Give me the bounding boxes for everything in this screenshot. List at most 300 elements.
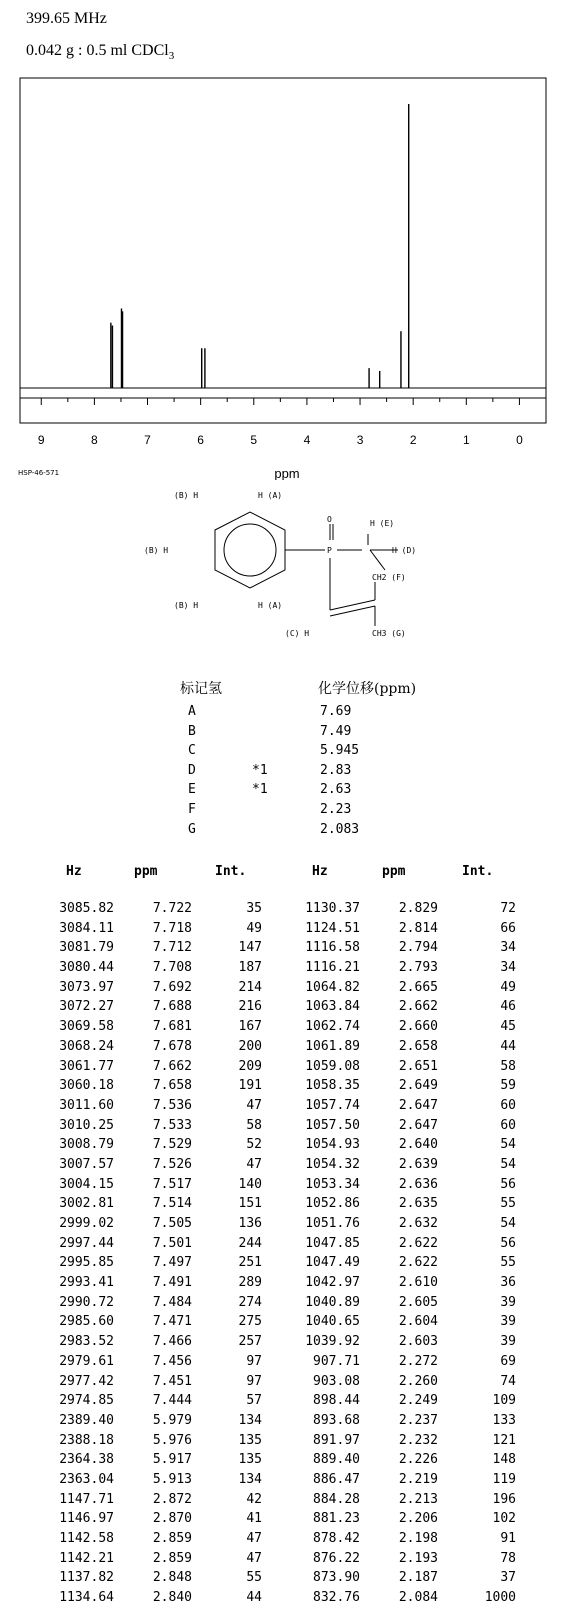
peak-ppm: 2.603: [398, 1334, 438, 1350]
peak-int: 74: [500, 1373, 516, 1389]
assignment-row: [180, 704, 440, 724]
label-h-a-top: H (A): [258, 491, 283, 500]
peak-ppm: 5.917: [152, 1452, 192, 1468]
table-row: [30, 1314, 550, 1334]
peak-int: 97: [246, 1353, 262, 1369]
peak-hz: 1130.37: [305, 901, 360, 916]
peak-hz: 1054.32: [305, 1156, 360, 1172]
assignment-shift: 2.63: [320, 782, 352, 798]
peak-hz: 2979.61: [59, 1353, 114, 1369]
assignment-row: [180, 743, 440, 763]
peak-hz: 2985.60: [59, 1314, 114, 1330]
peak-hz: 2983.52: [59, 1334, 114, 1350]
peak-ppm: 2.872: [152, 1491, 192, 1507]
peak-ppm: 2.604: [398, 1314, 438, 1330]
peak-int: 39: [500, 1294, 516, 1310]
table-row: [30, 960, 550, 980]
peak-int: 244: [238, 1235, 262, 1251]
table-row: [30, 1236, 550, 1256]
table-row: [30, 1551, 550, 1571]
label-h-e: H (E): [370, 519, 395, 528]
molecule-structure: [130, 490, 450, 660]
peak-ppm: 7.529: [152, 1137, 192, 1153]
peak-ppm: 2.206: [398, 1511, 438, 1527]
peak-ppm: 7.526: [152, 1156, 192, 1172]
peak-int: 55: [500, 1255, 516, 1271]
peak-int: 34: [500, 940, 516, 956]
assignment-label: F: [188, 801, 196, 817]
peak-hz: 2999.02: [59, 1216, 114, 1231]
label-phosphorus: P: [327, 546, 332, 555]
table-row: [30, 1275, 550, 1295]
peak-ppm: 5.979: [152, 1412, 192, 1428]
aromatic-circle: [224, 524, 276, 576]
peak-int: 58: [246, 1117, 262, 1133]
peak-int: 196: [492, 1491, 516, 1507]
peak-ppm: 7.688: [152, 999, 192, 1015]
peak-hz: 1147.71: [59, 1491, 114, 1507]
label-h-b-bot: (B) H: [174, 601, 199, 610]
peak-hz: 3002.81: [59, 1196, 114, 1212]
peak-ppm: 7.514: [152, 1196, 192, 1212]
assignment-row: [180, 802, 440, 822]
peak-int: 42: [246, 1491, 262, 1507]
peak-ppm: 2.219: [398, 1471, 438, 1487]
peak-ppm: 7.505: [152, 1216, 192, 1231]
x-tick-label: 2: [409, 433, 417, 447]
peak-int: 274: [238, 1294, 262, 1310]
peak-int: 78: [500, 1550, 516, 1566]
peak-ppm: 2.658: [398, 1038, 438, 1054]
peak-hz: 1047.85: [305, 1235, 360, 1251]
peak-int: 214: [238, 979, 262, 995]
table-row: [30, 1433, 550, 1453]
assignment-label: D: [188, 762, 196, 778]
table-row: [30, 1098, 550, 1118]
peak-hz: 878.42: [313, 1531, 360, 1546]
peak-ppm: 2.622: [398, 1235, 438, 1251]
x-tick-label: 7: [144, 433, 151, 447]
peak-int: 167: [238, 1019, 262, 1035]
table-row: [30, 999, 550, 1019]
peak-ppm: 2.651: [398, 1058, 438, 1074]
peak-ppm: 2.640: [398, 1137, 438, 1153]
col-header-ppm-2: ppm: [382, 864, 406, 879]
sample-subscript: 3: [168, 50, 175, 63]
peak-int: 289: [238, 1275, 262, 1291]
peak-ppm: 7.658: [152, 1078, 192, 1094]
peak-ppm: 5.913: [152, 1471, 192, 1487]
peak-int: 275: [238, 1314, 262, 1330]
peak-hz: 1142.58: [59, 1531, 114, 1546]
peak-ppm: 2.870: [152, 1511, 192, 1527]
peak-hz: 876.22: [313, 1550, 360, 1566]
table-row: [30, 1137, 550, 1157]
peak-ppm: 2.859: [152, 1531, 192, 1546]
assignment-label: E: [188, 782, 196, 798]
table-row: [30, 1078, 550, 1098]
peak-hz: 1142.21: [59, 1550, 114, 1566]
peak-int: 102: [492, 1511, 516, 1527]
col-header-int-1: Int.: [215, 864, 247, 879]
peak-int: 44: [246, 1590, 262, 1606]
peak-int: 39: [500, 1334, 516, 1350]
peak-int: 39: [500, 1314, 516, 1330]
peak-ppm: 7.497: [152, 1255, 192, 1271]
peak-int: 37: [500, 1570, 516, 1586]
peak-hz: 898.44: [313, 1393, 360, 1409]
peak-ppm: 2.622: [398, 1255, 438, 1271]
peak-hz: 3073.97: [59, 979, 114, 995]
table-row: [30, 1531, 550, 1551]
peak-hz: 1058.35: [305, 1078, 360, 1094]
table-row: [30, 1413, 550, 1433]
peak-hz: 3085.82: [59, 901, 114, 916]
peak-hz: 2995.85: [59, 1255, 114, 1271]
peak-hz: 2389.40: [59, 1412, 114, 1428]
plot-frame: [20, 78, 546, 423]
peak-hz: 1063.84: [305, 999, 360, 1015]
peak-int: 69: [500, 1353, 516, 1369]
peak-hz: 881.23: [313, 1511, 360, 1527]
peak-ppm: 2.084: [398, 1590, 438, 1606]
peak-hz: 3061.77: [59, 1058, 114, 1074]
peak-hz: 886.47: [313, 1471, 360, 1487]
spectrometer-frequency: 399.65 MHz: [26, 10, 107, 27]
table-row: [30, 1570, 550, 1590]
assignment-label: A: [188, 704, 196, 719]
assignment-label: B: [188, 723, 196, 739]
peak-ppm: 2.662: [398, 999, 438, 1015]
peak-int: 47: [246, 1550, 262, 1566]
table-row: [30, 1472, 550, 1492]
peak-hz: 1042.97: [305, 1275, 360, 1291]
peak-int: 151: [238, 1196, 262, 1212]
peak-ppm: 7.692: [152, 979, 192, 995]
peak-hz: 891.97: [313, 1432, 360, 1448]
peak-ppm: 2.260: [398, 1373, 438, 1389]
peak-int: 135: [238, 1452, 262, 1468]
peak-ppm: 2.635: [398, 1196, 438, 1212]
table-row: [30, 1354, 550, 1374]
table-row: [30, 940, 550, 960]
table-row: [30, 980, 550, 1000]
peak-ppm: 2.237: [398, 1412, 438, 1428]
peak-hz: 832.76: [313, 1590, 360, 1606]
peak-ppm: 2.193: [398, 1550, 438, 1566]
peak-hz: 2977.42: [59, 1373, 114, 1389]
table-row: [30, 1393, 550, 1413]
assignment-shift: 5.945: [320, 743, 360, 759]
x-tick-label: 4: [303, 433, 311, 447]
x-tick-label: 0: [516, 433, 523, 447]
peak-ppm: 2.665: [398, 979, 438, 995]
peak-hz: 1047.49: [305, 1255, 360, 1271]
peak-int: 251: [238, 1255, 262, 1271]
label-h-d: H (D): [392, 546, 417, 555]
peak-ppm: 2.660: [398, 1019, 438, 1035]
table-row: [30, 1177, 550, 1197]
x-tick-label: 1: [462, 433, 470, 447]
table-row: [30, 1019, 550, 1039]
peak-int: 47: [246, 1531, 262, 1546]
peak-int: 46: [500, 999, 516, 1015]
bond-ch2-chain: [370, 550, 385, 570]
peak-int: 72: [500, 901, 516, 916]
peak-ppm: 2.226: [398, 1452, 438, 1468]
assignment-shift: 7.69: [320, 704, 352, 719]
peak-int: 134: [238, 1471, 262, 1487]
peak-hz: 3060.18: [59, 1078, 114, 1094]
peak-hz: 1040.89: [305, 1294, 360, 1310]
peak-hz: 903.08: [313, 1373, 360, 1389]
table-row: [30, 1511, 550, 1531]
peak-int: 91: [500, 1531, 516, 1546]
peak-int: 216: [238, 999, 262, 1015]
spectrum-code: HSP-46-571: [18, 469, 60, 477]
peak-hz: 1124.51: [305, 920, 360, 936]
peak-int: 147: [238, 940, 262, 956]
peak-int: 140: [238, 1176, 262, 1192]
assignment-shift: 2.23: [320, 801, 352, 817]
peak-ppm: 2.829: [398, 901, 438, 916]
x-axis-label: ppm: [274, 466, 300, 480]
peak-ppm: 2.232: [398, 1432, 438, 1448]
peak-ppm: 2.636: [398, 1176, 438, 1192]
peak-ppm: 2.840: [152, 1590, 192, 1606]
peak-int: 34: [500, 960, 516, 976]
peak-int: 148: [492, 1452, 516, 1468]
peak-int: 133: [492, 1412, 516, 1428]
peak-hz: 1061.89: [305, 1038, 360, 1054]
peak-int: 191: [238, 1078, 262, 1094]
peak-list-table: [30, 864, 550, 1610]
x-tick-label: 8: [91, 433, 98, 447]
peak-ppm: 7.708: [152, 960, 192, 976]
col-header-ppm-1: ppm: [134, 864, 158, 879]
assignment-row: [180, 763, 440, 783]
peak-ppm: 2.249: [398, 1393, 438, 1409]
label-h-a-bot: H (A): [258, 601, 283, 610]
peak-int: 41: [246, 1511, 262, 1527]
peak-hz: 1059.08: [305, 1058, 360, 1074]
peak-int: 209: [238, 1058, 262, 1074]
peak-ppm: 7.662: [152, 1058, 192, 1074]
peak-int: 200: [238, 1038, 262, 1054]
peak-table-header: [30, 864, 550, 884]
peak-int: 55: [246, 1570, 262, 1586]
peak-ppm: 2.213: [398, 1491, 438, 1507]
peak-int: 97: [246, 1373, 262, 1389]
x-tick-label: 5: [250, 433, 258, 447]
peak-ppm: 2.848: [152, 1570, 192, 1586]
table-row: [30, 1039, 550, 1059]
peak-ppm: 7.533: [152, 1117, 192, 1133]
peak-ppm: 2.794: [398, 940, 438, 956]
peak-hz: 3084.11: [59, 920, 114, 936]
nmr-spectrum-chart: [0, 0, 570, 480]
peak-int: 54: [500, 1216, 516, 1231]
peak-int: 60: [500, 1117, 516, 1133]
peak-hz: 1116.21: [305, 960, 360, 976]
peak-ppm: 7.517: [152, 1176, 192, 1192]
table-row: [30, 1157, 550, 1177]
peak-ppm: 2.605: [398, 1294, 438, 1310]
peak-ppm: 2.639: [398, 1156, 438, 1172]
peak-hz: 1039.92: [305, 1334, 360, 1350]
peak-ppm: 7.444: [152, 1393, 192, 1409]
peak-hz: 1146.97: [59, 1511, 114, 1527]
table-row: [30, 1255, 550, 1275]
peak-hz: 3004.15: [59, 1176, 114, 1192]
peak-ppm: 2.649: [398, 1078, 438, 1094]
peak-hz: 2364.38: [59, 1452, 114, 1468]
peak-int: 47: [246, 1097, 262, 1113]
peak-hz: 1057.74: [305, 1097, 360, 1113]
assignment-shift: 2.083: [320, 821, 360, 837]
peak-hz: 3069.58: [59, 1019, 114, 1035]
table-row: [30, 921, 550, 941]
peak-hz: 2363.04: [59, 1471, 114, 1487]
bond-double-1: [330, 600, 375, 610]
table-row: [30, 1492, 550, 1512]
x-tick-label: 3: [356, 433, 364, 447]
peak-ppm: 2.647: [398, 1117, 438, 1133]
peak-int: 134: [238, 1412, 262, 1428]
peak-hz: 907.71: [313, 1353, 360, 1369]
table-row: [30, 901, 550, 921]
assignment-note: *1: [252, 782, 268, 798]
peak-hz: 1062.74: [305, 1019, 360, 1035]
peak-ppm: 7.501: [152, 1235, 192, 1251]
peak-ppm: 7.722: [152, 901, 192, 916]
x-tick-label: 6: [197, 433, 204, 447]
peak-ppm: 7.456: [152, 1353, 192, 1369]
peak-int: 121: [492, 1432, 516, 1448]
peak-hz: 2993.41: [59, 1275, 114, 1291]
peak-ppm: 2.610: [398, 1275, 438, 1291]
peak-hz: 1116.58: [305, 940, 360, 956]
assignment-header-shift: 化学位移(ppm): [318, 681, 417, 697]
peak-table-body: [30, 901, 550, 1610]
peak-int: 49: [246, 920, 262, 936]
peak-ppm: 5.976: [152, 1432, 192, 1448]
assignment-shift: 2.83: [320, 762, 352, 778]
assignment-table: [180, 704, 440, 841]
bond-double-2: [330, 606, 375, 616]
table-row: [30, 1216, 550, 1236]
peak-int: 66: [500, 920, 516, 936]
peak-ppm: 2.272: [398, 1353, 438, 1369]
peak-ppm: 7.451: [152, 1373, 192, 1389]
peak-hz: 1064.82: [305, 979, 360, 995]
peak-int: 187: [238, 960, 262, 976]
peak-hz: 1054.93: [305, 1137, 360, 1153]
peak-ppm: 7.471: [152, 1314, 192, 1330]
assignment-label: C: [188, 743, 196, 759]
peak-hz: 1040.65: [305, 1314, 360, 1330]
peak-hz: 1053.34: [305, 1176, 360, 1192]
assignment-row: [180, 822, 440, 842]
peak-int: 35: [246, 901, 262, 916]
peak-hz: 3011.60: [59, 1097, 114, 1113]
peak-hz: 3010.25: [59, 1117, 114, 1133]
peak-ppm: 2.859: [152, 1550, 192, 1566]
peak-int: 55: [500, 1196, 516, 1212]
label-oxygen: O: [327, 515, 332, 524]
peak-int: 44: [500, 1038, 516, 1054]
table-row: [30, 1118, 550, 1138]
peak-ppm: 7.718: [152, 920, 192, 936]
table-row: [30, 1452, 550, 1472]
col-header-int-2: Int.: [462, 864, 494, 879]
peak-hz: 2388.18: [59, 1432, 114, 1448]
peak-ppm: 7.466: [152, 1334, 192, 1350]
assignment-label: G: [188, 821, 196, 837]
assignment-header-label: 标记氢: [180, 681, 222, 697]
peak-hz: 884.28: [313, 1491, 360, 1507]
peak-int: 59: [500, 1078, 516, 1094]
peak-int: 135: [238, 1432, 262, 1448]
table-row: [30, 1295, 550, 1315]
spectrum-trace: [20, 104, 546, 388]
peak-hz: 3007.57: [59, 1156, 114, 1172]
peak-hz: 2990.72: [59, 1294, 114, 1310]
peak-int: 36: [500, 1275, 516, 1291]
label-h-b-top: (B) H: [174, 491, 199, 500]
peak-ppm: 2.198: [398, 1531, 438, 1546]
peak-hz: 2997.44: [59, 1235, 114, 1251]
col-header-hz-1: Hz: [66, 864, 82, 879]
peak-hz: 3080.44: [59, 960, 114, 976]
table-row: [30, 1196, 550, 1216]
col-header-hz-2: Hz: [312, 864, 328, 879]
peak-hz: 1051.76: [305, 1216, 360, 1231]
peak-ppm: 2.647: [398, 1097, 438, 1113]
peak-int: 52: [246, 1137, 262, 1153]
peak-int: 45: [500, 1019, 516, 1035]
peak-int: 56: [500, 1235, 516, 1251]
peak-hz: 1137.82: [59, 1570, 114, 1586]
peak-hz: 893.68: [313, 1412, 360, 1428]
benzene-ring: [215, 512, 285, 588]
assignment-shift: 7.49: [320, 723, 352, 739]
peak-ppm: 2.793: [398, 960, 438, 976]
peak-int: 119: [492, 1471, 516, 1487]
peak-hz: 873.90: [313, 1570, 360, 1586]
table-row: [30, 1334, 550, 1354]
label-h-b-mid: (B) H: [144, 546, 169, 555]
peak-int: 54: [500, 1156, 516, 1172]
peak-hz: 889.40: [313, 1452, 360, 1468]
peak-int: 47: [246, 1156, 262, 1172]
peak-hz: 1134.64: [59, 1590, 114, 1606]
peak-hz: 1052.86: [305, 1196, 360, 1212]
assignment-note: *1: [252, 762, 268, 778]
peak-ppm: 7.681: [152, 1019, 192, 1035]
peak-ppm: 7.491: [152, 1275, 192, 1291]
table-row: [30, 1059, 550, 1079]
label-h-c: (C) H: [285, 629, 310, 638]
peak-int: 56: [500, 1176, 516, 1192]
peak-int: 136: [238, 1216, 262, 1231]
table-row: [30, 1374, 550, 1394]
peak-int: 58: [500, 1058, 516, 1074]
peak-int: 257: [238, 1334, 262, 1350]
peak-hz: 3008.79: [59, 1137, 114, 1153]
assignment-row: [180, 782, 440, 802]
peak-int: 60: [500, 1097, 516, 1113]
